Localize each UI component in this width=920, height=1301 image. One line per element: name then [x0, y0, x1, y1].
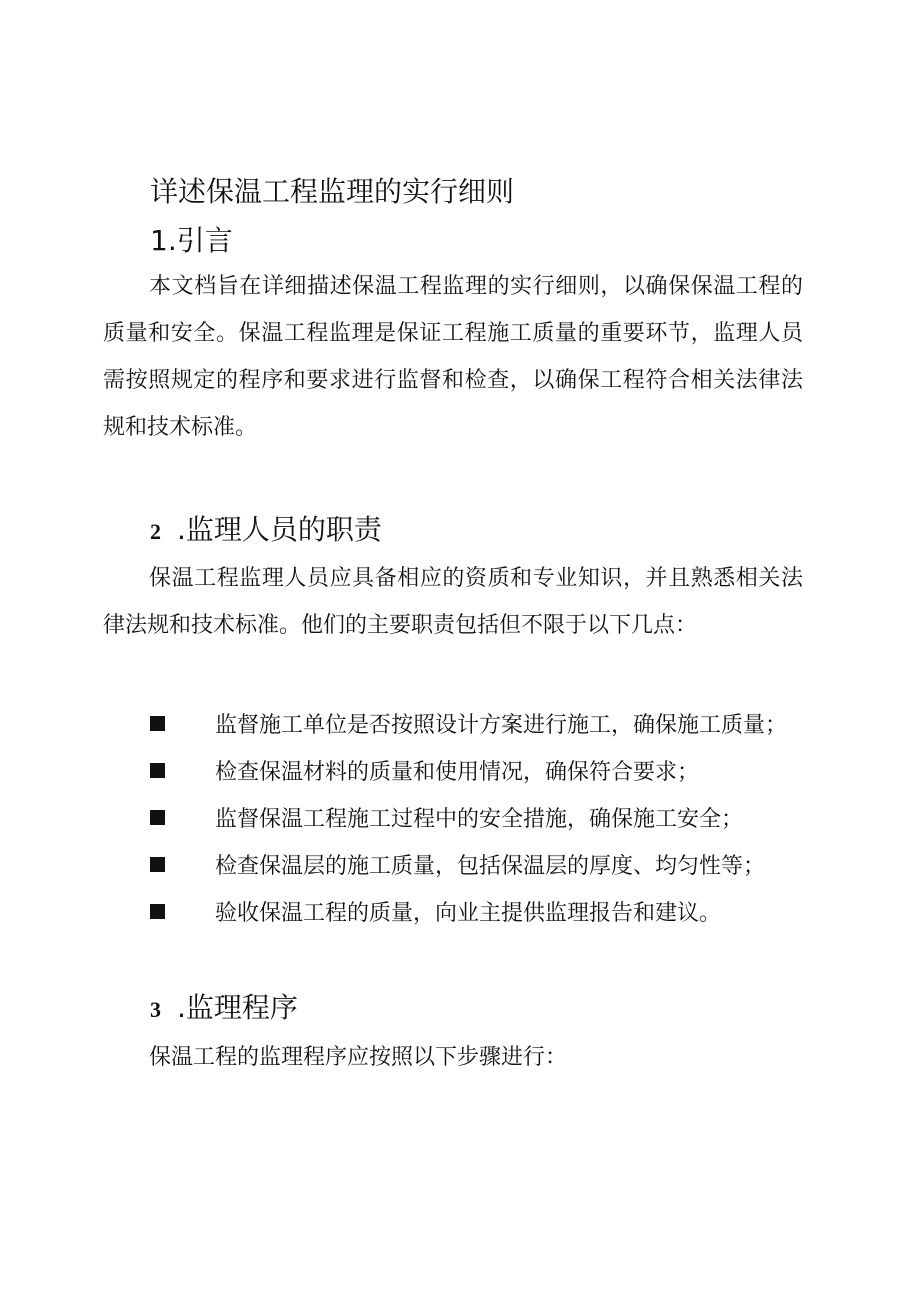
responsibilities-list	[150, 700, 830, 935]
section-2-paragraph: 保温工程监理人员应具备相应的资质和专业知识，并且熟悉相关法律法规和技术标准。他们的主要职责包括但不限于以下几点：	[103, 566, 803, 638]
square-bullet-icon	[150, 857, 165, 872]
section-2-number: 2	[150, 519, 161, 544]
document-title: 详述保温工程监理的实行细则	[150, 175, 515, 208]
list-item	[150, 888, 830, 935]
square-bullet-icon	[150, 763, 165, 778]
list-item-text: 验收保温工程的质量，向业主提供监理报告和建议。	[215, 901, 722, 926]
list-item	[150, 794, 830, 841]
list-item-text: 检查保温层的施工质量，包括保温层的厚度、均匀性等；	[215, 854, 766, 879]
list-item-text: 监督施工单位是否按照设计方案进行施工，确保施工质量；	[215, 713, 788, 738]
section-3-heading	[150, 988, 298, 1030]
list-item-text: 检查保温材料的质量和使用情况，确保符合要求；	[215, 760, 700, 785]
section-1-heading	[150, 221, 233, 261]
list-item-text: 监督保温工程施工过程中的安全措施，确保施工安全；	[215, 807, 744, 832]
section-1-number: 1.	[150, 224, 177, 257]
list-item	[150, 700, 830, 747]
section-2-heading	[150, 510, 382, 552]
square-bullet-icon	[150, 810, 165, 825]
list-item	[150, 841, 830, 888]
section-3-number: 3	[150, 997, 161, 1022]
square-bullet-icon	[150, 716, 165, 731]
section-3-title: .监理程序	[177, 991, 298, 1024]
section-1-title: 引言	[176, 224, 233, 257]
list-item	[150, 747, 830, 794]
square-bullet-icon	[150, 904, 165, 919]
section-3-paragraph: 保温工程的监理程序应按照以下步骤进行：	[149, 1045, 568, 1070]
section-1-paragraph: 本文档旨在详细描述保温工程监理的实行细则，以确保保温工程的质量和安全。保温工程监理是保证工程施工质量的重要环节，监理人员需按照规定的程序和要求进行监督和检查，以确保工程符合相关法律法规和技术标准。	[103, 274, 803, 440]
section-2-title: .监理人员的职责	[177, 513, 382, 546]
